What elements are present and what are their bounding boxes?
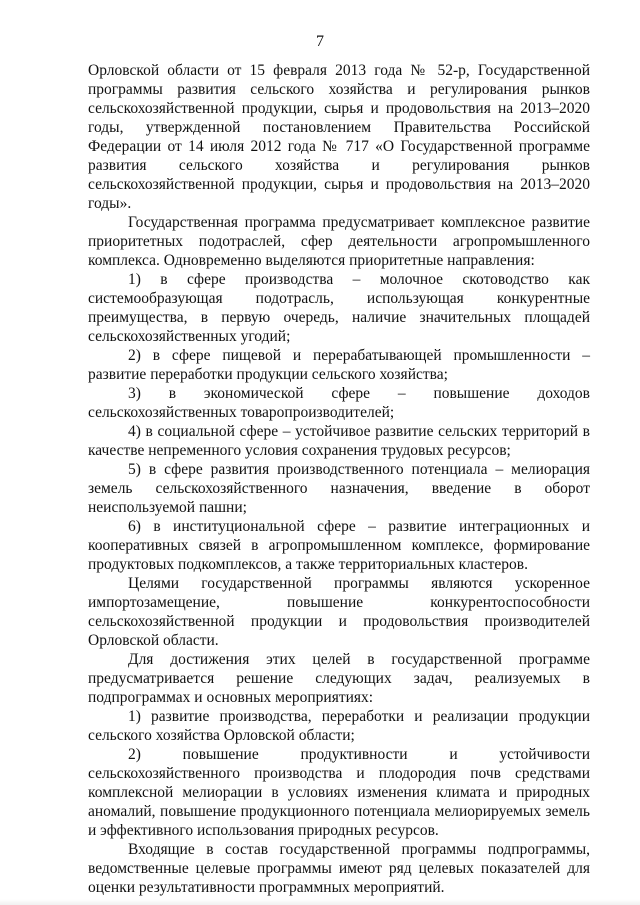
priority-item-4: 4) в социальной сфере – устойчивое развитие сельских территорий в качестве непременного условия сохранения трудовых ресурсов; <box>88 423 590 459</box>
paragraph-continuation: Орловской области от 15 февраля 2013 года № 52-р, Государственной программы развития сельского хозяйства и регулирования рынков сельскохозяйственной продукции, сырья и продовольствия на 2013–2020 годы, утвержденной постановлением Правительства Российской Федерации от 14 июля 2012 года № 717 «О Государственной программе развития сельского хозяйства и регулирования рынков сельскохозяйственной продукции, сырья и продовольствия на 2013–2020 годы». <box>88 62 590 212</box>
priority-item-5: 5) в сфере развития производственного потенциала – мелиорация земель сельскохозяйственного назначения, введение в оборот неиспользуемой пашни; <box>88 461 590 516</box>
priority-item-2: 2) в сфере пищевой и перерабатывающей промышленности – развитие переработки продукции сельского хозяйства; <box>88 347 590 383</box>
paragraph-goals: Целями государственной программы являются ускоренное импортозамещение, повышение конкурентоспособности сельскохозяйственной продукции и продовольствия производителей Орловской области. <box>88 575 590 649</box>
page-number: 7 <box>316 33 324 50</box>
document-body <box>88 61 590 897</box>
scan-edge-shadow <box>0 899 640 905</box>
priority-item-3: 3) в экономической сфере – повышение доходов сельскохозяйственных товаропроизводителей; <box>88 385 590 421</box>
paragraph-tasks-intro: Для достижения этих целей в государственной программе предусматривается решение следующих задач, реализуемых в подпрограммах и основных мероприятиях: <box>88 651 590 706</box>
priority-item-1: 1) в сфере производства – молочное скотоводство как системообразующая подотрасль, использующая конкурентные преимущества, в первую очередь, наличие значительных площадей сельскохозяйственных угодий; <box>88 271 590 345</box>
task-item-1: 1) развитие производства, переработки и реализации продукции сельского хозяйства Орловской области; <box>88 708 590 744</box>
priority-item-6: 6) в институциональной сфере – развитие интеграционных и кооперативных связей в агропромышленном комплексе, формирование продуктовых подкомплексов, а также территориальных кластеров. <box>88 518 590 573</box>
paragraph-indicators: Входящие в состав государственной программы подпрограммы, ведомственные целевые программы имеют ряд целевых показателей для оценки результативности программных мероприятий. <box>88 841 590 896</box>
task-item-2: 2) повышение продуктивности и устойчивости сельскохозяйственного производства и плодородия почв средствами комплексной мелиорации в условиях изменения климата и природных аномалий, повышение продукционного потенциала мелиорируемых земель и эффективного использования природных ресурсов. <box>88 746 590 839</box>
paragraph-program-overview: Государственная программа предусматривает комплексное развитие приоритетных подотраслей, сфер деятельности агропромышленного комплекса. Одновременно выделяются приоритетные направления: <box>88 214 590 269</box>
